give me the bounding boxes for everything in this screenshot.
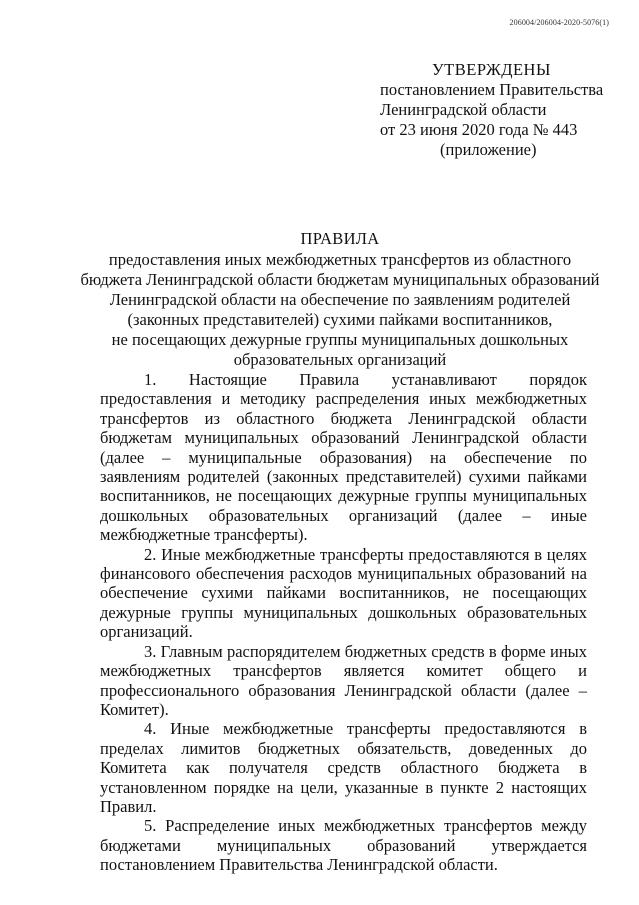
paragraph-5: 5. Распределение иных межбюджетных трансфертов между бюджетами муниципальных образований утверждается постановлением Правительства Ленинградской области. (100, 816, 587, 875)
approval-note: (приложение) (440, 140, 537, 159)
approval-line-2: Ленинградской области (380, 100, 547, 119)
paragraph-4: 4. Иные межбюджетные трансферты предоставляются в пределах лимитов бюджетных обязательств, доведенных до Комитета как получателя средств областного бюджета в установленном порядке на цели, указанные в пункте 2 настоящих Правил. (100, 719, 587, 816)
paragraph-2: 2. Иные межбюджетные трансферты предоставляются в целях финансового обеспечения расходов муниципальных образований на обеспечение сухими пайками воспитанников, не посещающих дежурные группы муниципальных дошкольных образовательных организаций. (100, 544, 587, 642)
approval-date: от 23 июня 2020 года № 443 (380, 120, 578, 139)
paragraph-3: 3. Главным распорядителем бюджетных средств в форме иных межбюджетных трансфертов является комитет общего и профессионального образования Ленинградской области (далее – Комитет). (100, 641, 587, 719)
document-code: 206004/206004-2020-5076(1) (509, 18, 609, 27)
approval-title: УТВЕРЖДЕНЫ (432, 60, 551, 79)
document-heading (80, 229, 600, 370)
document-body (100, 370, 587, 875)
approval-stamp (380, 60, 610, 160)
document-title: ПРАВИЛА (300, 229, 380, 248)
document-subtitle: предоставления иных межбюджетных трансфертов из областного бюджета Ленинградской области бюджетам муниципальных образований Ленинградской области на обеспечение по заявлениям родителей (законных представителей) сухими пайками воспитанников, не посещающих дежурные группы муниципальных дошкольных образовательных организаций (80, 250, 600, 369)
paragraph-1: 1. Настоящие Правила устанавливают порядок предоставления и методику распределения иных межбюджетных трансфертов из областного бюджета Ленинградской области бюджетам муниципальных образований Ленинградской области (далее – муниципальные образования) на обеспечение по заявлениям родителей (законных представителей) сухими пайками воспитанников, не посещающих дежурные группы муниципальных дошкольных образовательных организаций (далее – иные межбюджетные трансферты). (100, 370, 587, 545)
approval-line-1: постановлением Правительства (380, 80, 604, 99)
